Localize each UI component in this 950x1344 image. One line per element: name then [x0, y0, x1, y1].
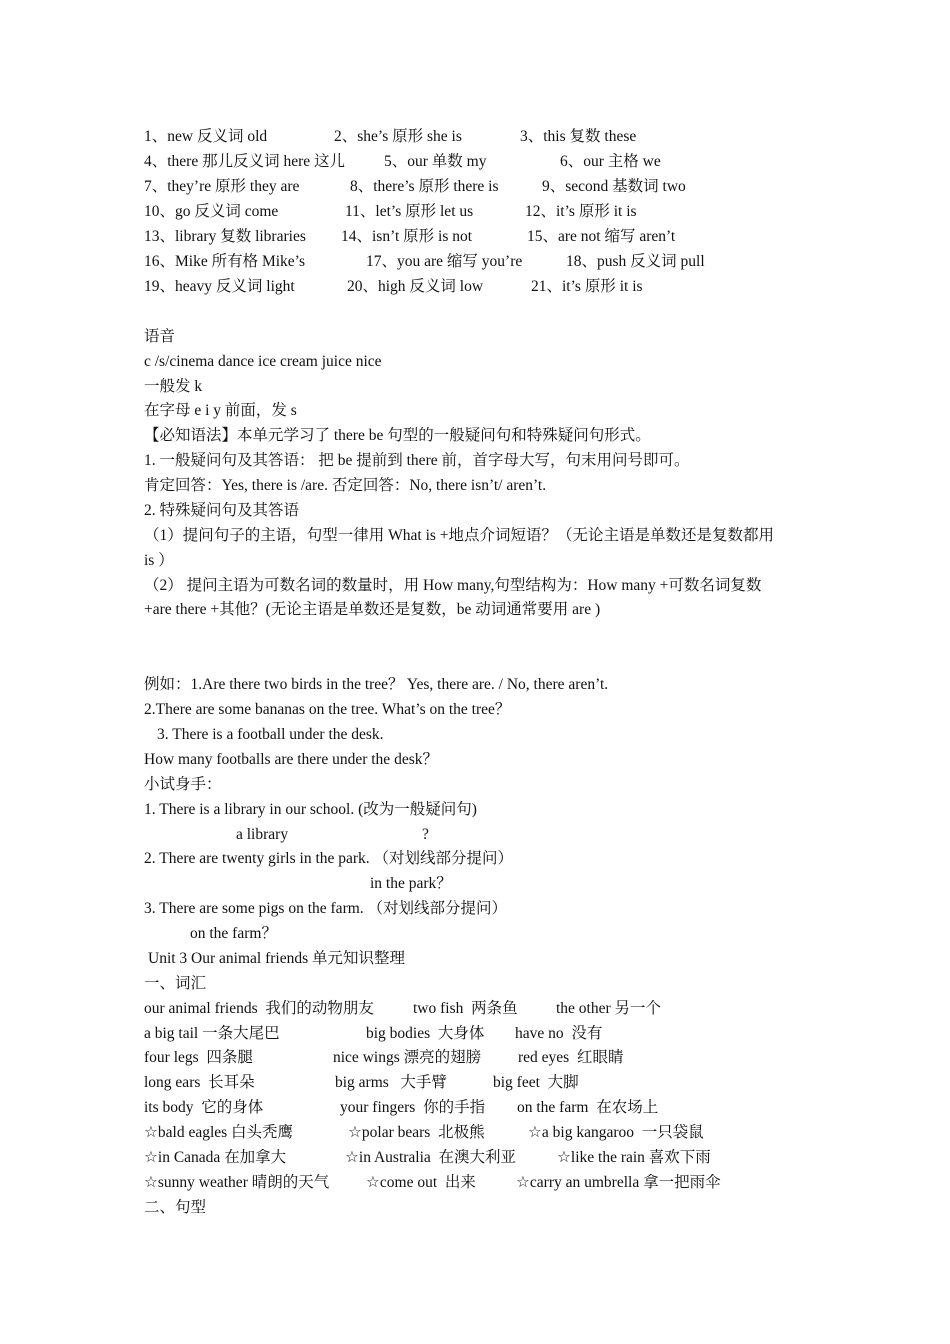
vocab-item: ☆like the rain 喜欢下雨: [557, 1149, 711, 1166]
vocab-item: its body 它的身体: [144, 1099, 264, 1116]
vocab-row: [144, 1170, 721, 1195]
vocab-item: big feet 大脚: [493, 1074, 579, 1091]
vocab-item: a big tail 一条大尾巴: [144, 1025, 280, 1042]
vocab-item: ☆polar bears 北极熊: [348, 1124, 485, 1141]
vocab-item: ☆a big kangaroo 一只袋鼠: [528, 1124, 704, 1141]
text-line: is ）: [144, 552, 174, 569]
vocab-row: [144, 1045, 624, 1070]
word-item: 4、there 那儿反义词 here 这儿: [144, 153, 346, 170]
word-item: 18、push 反义词 pull: [566, 253, 705, 270]
text-line: 2.There are some bananas on the tree. What’s on the tree？: [144, 701, 511, 718]
vocab-item: big arms 大手臂: [335, 1074, 447, 1091]
vocab-item: nice wings 漂亮的翅膀: [333, 1049, 482, 1066]
word-row: [144, 149, 661, 174]
word-row: [144, 124, 637, 149]
word-item: 17、you are 缩写 you’re: [366, 253, 523, 270]
vocab-item: ☆sunny weather 晴朗的天气: [144, 1174, 330, 1191]
text-line: 2. There are twenty girls in the park. （对划线部分提问）: [144, 850, 514, 867]
text-line: （2） 提问主语为可数名词的数量时，用 How many,句型结构为：How many +可数名词复数: [144, 577, 762, 594]
vocab-item: red eyes 红眼睛: [518, 1049, 624, 1066]
vocab-item: our animal friends 我们的动物朋友: [144, 1000, 374, 1017]
word-item: 7、they’re 原形 they are: [144, 178, 300, 195]
vocab-row: [144, 1145, 711, 1170]
text-line: 3. There are some pigs on the farm. （对划线部分提问）: [144, 900, 508, 917]
vocab-item: big bodies 大身体: [366, 1025, 485, 1042]
unit-title: Unit 3 Our animal friends 单元知识整理: [148, 950, 406, 967]
section-heading: 二、句型: [144, 1199, 207, 1216]
word-item: 2、she’s 原形 she is: [334, 128, 462, 145]
word-item: 21、it’s 原形 it is: [531, 278, 643, 295]
text-line: 2. 特殊疑问句及其答语: [144, 502, 300, 519]
vocab-item: the other 另一个: [556, 1000, 662, 1017]
answer-line: [144, 822, 429, 847]
word-item: 20、high 反义词 low: [347, 278, 484, 295]
vocab-row: [144, 1021, 603, 1046]
vocab-item: long ears 长耳朵: [144, 1074, 255, 1091]
section-heading: 小试身手：: [144, 776, 222, 793]
word-item: 19、heavy 反义词 light: [144, 278, 295, 295]
word-row: [144, 199, 637, 224]
vocab-item: have no 没有: [515, 1025, 603, 1042]
text-line: 1. 一般疑问句及其答语： 把 be 提前到 there 前，首字母大写，句末用问号即可。: [144, 452, 690, 469]
text-line: 肯定回答：Yes, there is /are. 否定回答：No, there isn’t/ aren’t.: [144, 477, 547, 494]
vocab-row: [144, 996, 662, 1021]
word-row: [144, 174, 686, 199]
text-line: （1）提问句子的主语，句型一律用 What is +地点介词短语？（无论主语是单数还是复数都用: [144, 527, 775, 544]
word-row: [144, 274, 643, 299]
vocab-row: [144, 1070, 579, 1095]
word-item: 6、our 主格 we: [560, 153, 661, 170]
word-item: 10、go 反义词 come: [144, 203, 279, 220]
answer-fragment: in the park？: [370, 875, 452, 892]
vocab-row: [144, 1095, 659, 1120]
word-item: 5、our 单数 my: [384, 153, 487, 170]
text-line: 在字母 e i y 前面，发 s: [144, 402, 297, 419]
word-item: 11、let’s 原形 let us: [345, 203, 474, 220]
vocab-item: four legs 四条腿: [144, 1049, 253, 1066]
text-line: 3. There is a football under the desk.: [157, 726, 384, 743]
answer-fragment: ?: [422, 826, 429, 843]
word-item: 8、there’s 原形 there is: [350, 178, 499, 195]
vocab-item: ☆bald eagles 白头秃鹰: [144, 1124, 294, 1141]
word-row: [144, 249, 705, 274]
vocab-item: on the farm 在农场上: [517, 1099, 659, 1116]
text-line: 1. There is a library in our school. (改为一般疑问句): [144, 801, 477, 818]
word-item: 9、second 基数词 two: [542, 178, 686, 195]
text-line: 【必知语法】本单元学习了 there be 句型的一般疑问句和特殊疑问句形式。: [144, 427, 651, 444]
text-line: +are there +其他？(无论主语是单数还是复数，be 动词通常要用 are ): [144, 601, 601, 618]
text-line: 例如：1.Are there two birds in the tree？ Yes, there are. / No, there aren’t.: [144, 676, 609, 693]
vocab-item: your fingers 你的手指: [340, 1099, 486, 1116]
text-line: How many footballs are there under the desk？: [144, 751, 438, 768]
vocab-row: [144, 1120, 704, 1145]
word-item: 13、library 复数 libraries: [144, 228, 306, 245]
word-item: 14、isn’t 原形 is not: [341, 228, 473, 245]
text-line: c /s/cinema dance ice cream juice nice: [144, 353, 382, 370]
word-item: 12、it’s 原形 it is: [525, 203, 637, 220]
section-heading: 语音: [144, 328, 176, 345]
answer-fragment: on the farm？: [190, 925, 277, 942]
vocab-item: ☆in Australia 在澳大利亚: [345, 1149, 517, 1166]
answer-fragment: a library: [236, 826, 289, 843]
word-item: 16、Mike 所有格 Mike’s: [144, 253, 306, 270]
vocab-item: ☆come out 出来: [366, 1174, 476, 1191]
word-row: [144, 224, 676, 249]
word-item: 3、this 复数 these: [520, 128, 637, 145]
section-heading: 一、词汇: [144, 975, 207, 992]
vocab-item: ☆carry an umbrella 拿一把雨伞: [516, 1174, 721, 1191]
text-line: 一般发 k: [144, 378, 203, 395]
vocab-item: two fish 两条鱼: [413, 1000, 518, 1017]
word-item: 1、new 反义词 old: [144, 128, 268, 145]
word-item: 15、are not 缩写 aren’t: [527, 228, 676, 245]
vocab-item: ☆in Canada 在加拿大: [144, 1149, 287, 1166]
